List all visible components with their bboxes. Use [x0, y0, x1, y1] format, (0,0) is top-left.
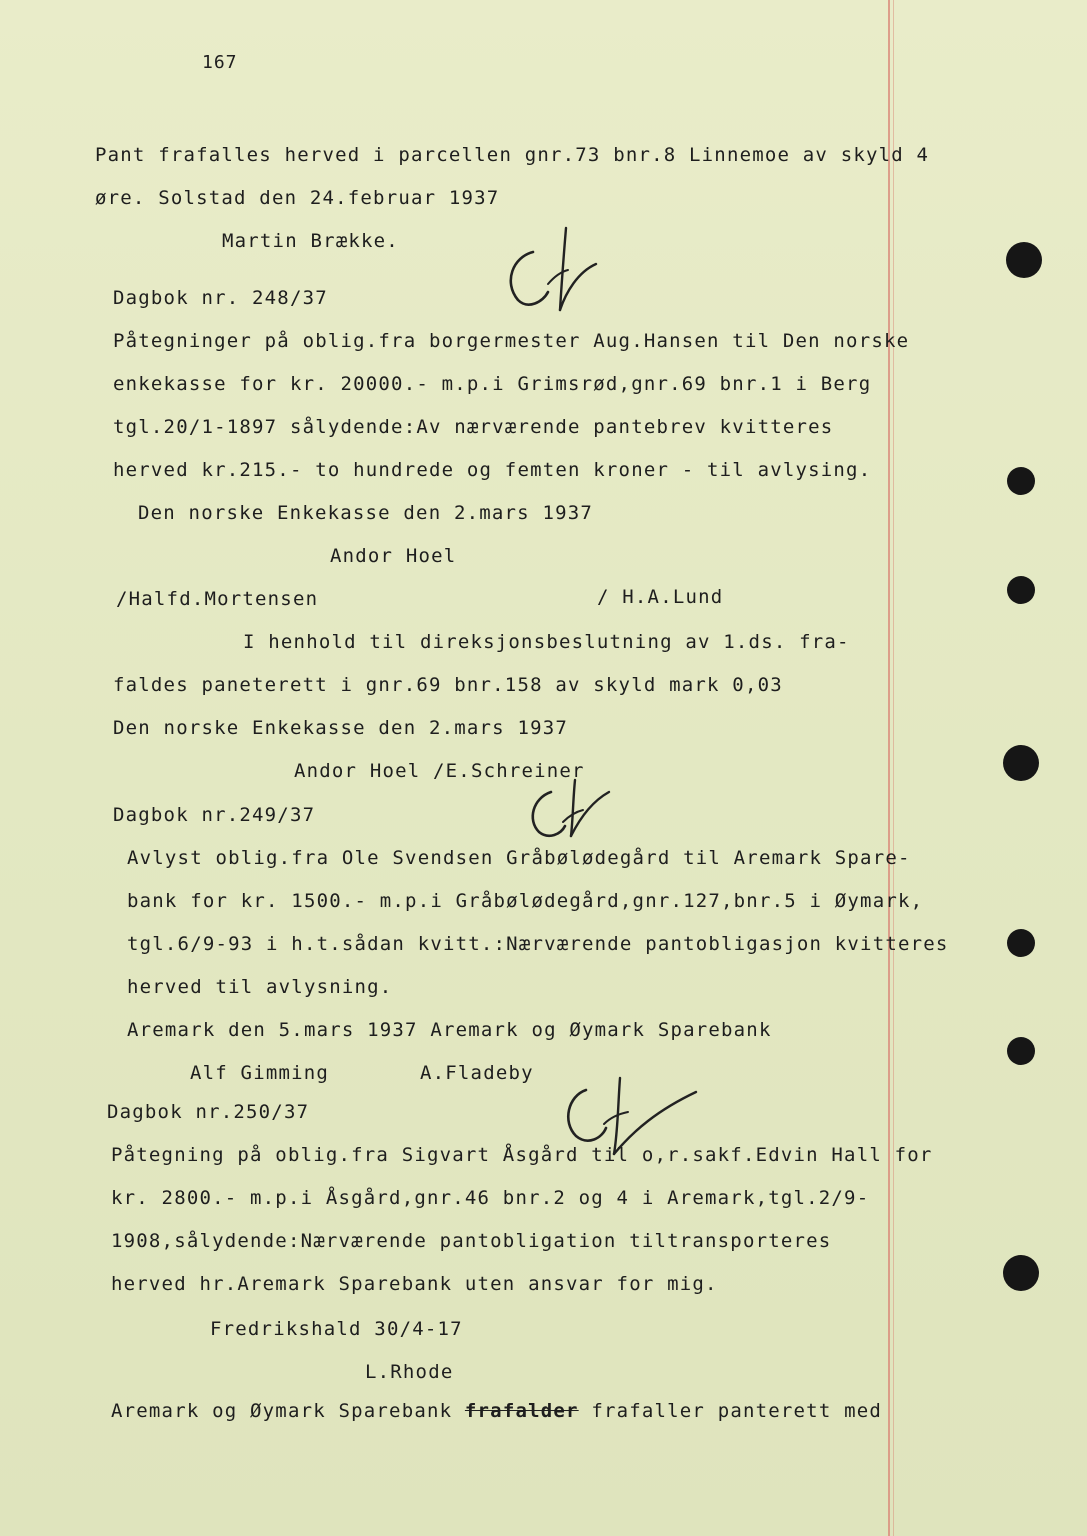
margin-rule-secondary — [893, 0, 894, 1536]
punch-hole — [1003, 745, 1039, 781]
text-line: Den norske Enkekasse den 2.mars 1937 — [138, 502, 594, 524]
punch-hole — [1006, 242, 1042, 278]
text-line: tgl.20/1-1897 sålydende:Av nærværende pantebrev kvitteres — [113, 416, 834, 438]
text-line: enkekasse for kr. 20000.- m.p.i Grimsrød,gnr.69 bnr.1 i Berg — [113, 373, 872, 395]
signatory-name: /Halfd.Mortensen — [116, 588, 319, 610]
text-line: bank for kr. 1500.- m.p.i Gråbølødegård,gnr.127,bnr.5 i Øymark, — [127, 890, 924, 912]
punch-hole — [1007, 1037, 1035, 1065]
page-number: 167 — [202, 52, 238, 73]
signatory-name: L.Rhode — [365, 1361, 454, 1383]
journal-entry-number: Dagbok nr.250/37 — [107, 1101, 310, 1123]
text-line: øre. Solstad den 24.februar 1937 — [95, 187, 500, 209]
journal-entry-number: Dagbok nr. 248/37 — [113, 287, 328, 309]
text-line: I henhold til direksjonsbeslutning av 1.ds. fra- — [243, 631, 850, 653]
punch-hole — [1007, 929, 1035, 957]
margin-rule — [888, 0, 890, 1536]
text-line: faldes paneterett i gnr.69 bnr.158 av skyld mark 0,03 — [113, 674, 783, 696]
text-segment: Aremark og Øymark Sparebank — [111, 1400, 453, 1422]
signatory-name: Andor Hoel — [330, 545, 457, 567]
text-line: Pant frafalles herved i parcellen gnr.73 bnr.8 Linnemoe av skyld 4 — [95, 144, 930, 166]
handwritten-initials-mark — [488, 222, 608, 322]
text-line: herved til avlysning. — [127, 976, 393, 998]
handwritten-initials-mark — [515, 770, 625, 850]
signatory-name: A.Fladeby — [420, 1062, 534, 1084]
text-line — [111, 1402, 882, 1421]
text-segment: frafaller panterett med — [591, 1400, 883, 1422]
text-line: Fredrikshald 30/4-17 — [210, 1318, 463, 1340]
punch-hole — [1007, 467, 1035, 495]
text-line: Den norske Enkekasse den 2.mars 1937 — [113, 717, 569, 739]
journal-entry-number: Dagbok nr.249/37 — [113, 804, 316, 826]
handwritten-initials-mark — [548, 1070, 708, 1170]
text-line: herved hr.Aremark Sparebank uten ansvar for mig. — [111, 1273, 718, 1295]
text-line: kr. 2800.- m.p.i Åsgård,gnr.46 bnr.2 og 4 i Aremark,tgl.2/9- — [111, 1187, 870, 1209]
signatory-name: Martin Brække. — [222, 230, 399, 252]
text-line: tgl.6/9-93 i h.t.sådan kvitt.:Nærværende pantobligasjon kvitteres — [127, 933, 949, 955]
text-line: Aremark den 5.mars 1937 Aremark og Øymark Sparebank — [127, 1019, 772, 1041]
struck-out-word: frafalder — [464, 1400, 579, 1422]
signatory-names: Andor Hoel /E.Schreiner — [294, 760, 585, 782]
text-line: Påtegninger på oblig.fra borgermester Aug.Hansen til Den norske — [113, 330, 910, 352]
text-line: 1908,sålydende:Nærværende pantobligation tiltransporteres — [111, 1230, 832, 1252]
punch-hole — [1007, 576, 1035, 604]
text-line: Påtegning på oblig.fra Sigvart Åsgård til o,r.sakf.Edvin Hall for — [111, 1144, 933, 1166]
signatory-name: Alf Gimming — [190, 1062, 330, 1084]
text-line: Avlyst oblig.fra Ole Svendsen Gråbølødegård til Aremark Spare- — [127, 847, 911, 869]
punch-hole — [1003, 1255, 1039, 1291]
signatory-name: / H.A.Lund — [597, 586, 724, 608]
text-line: herved kr.215.- to hundrede og femten kroner - til avlysing. — [113, 459, 872, 481]
